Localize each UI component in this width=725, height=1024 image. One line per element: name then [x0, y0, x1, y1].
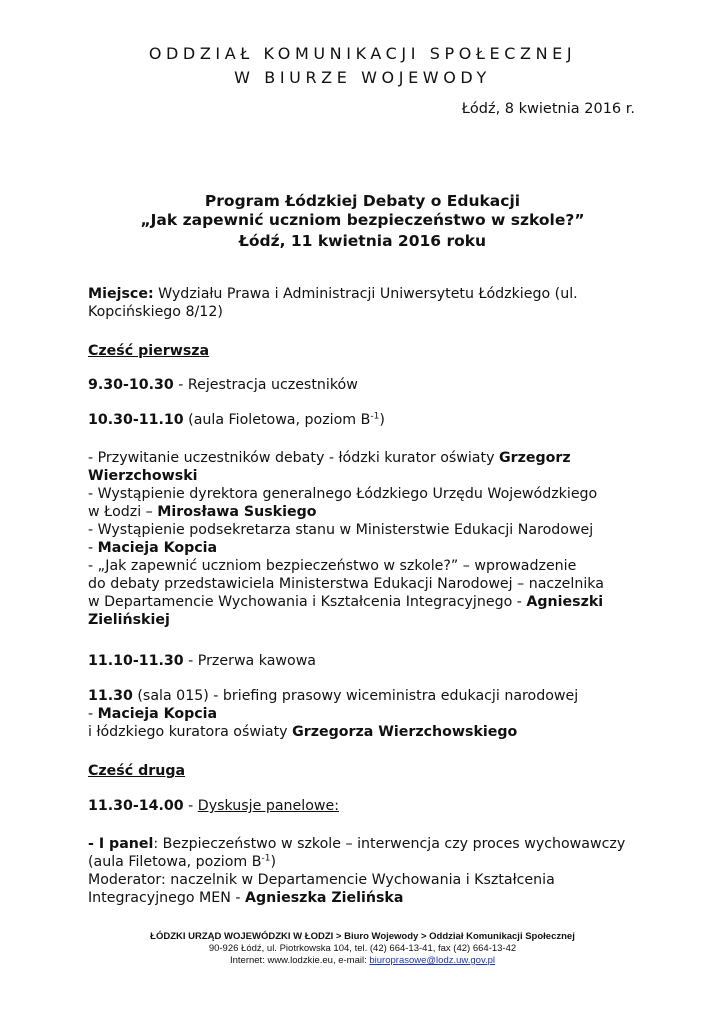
place-block [88, 285, 648, 321]
panels-item [88, 797, 648, 815]
briefing-name-2: Grzegorza Wierzchowskiego [292, 724, 518, 740]
footer-contact-prefix: Internet: www.lodzkie.eu, e-mail: [229, 955, 370, 966]
registration-item [88, 376, 648, 394]
footer-email-link[interactable]: biuroprasowe@lodz.uw.gov.pl [369, 955, 496, 966]
agenda-undersecretary-name [88, 539, 648, 557]
panel-1-topic: : Bezpieczeństwo w szkole – interwencja czy proces wychowawczy [153, 836, 626, 852]
event-date: Łódź, 11 kwietnia 2016 roku [238, 232, 487, 250]
moderator-line-2: Integracyjnego MEN - [88, 890, 246, 906]
session-close: ) [379, 412, 385, 428]
part1-heading-block [88, 342, 648, 360]
moderator-name: Agnieszka Zielińska [245, 890, 404, 906]
agenda-welcome [88, 449, 648, 467]
panels-sep: - [183, 798, 198, 814]
briefing-text: (sala 015) - briefing prasowy wiceministra edukacji narodowej [132, 688, 579, 704]
moderator-line-1: Moderator: naczelnik w Departamencie Wychowania i Kształcenia [88, 872, 555, 888]
footer-office-line: ŁÓDZKI URZĄD WOJEWÓDZKI W ŁODZI > Biuro Wojewody > Oddział Komunikacji Społecznej [150, 931, 575, 942]
part2-heading: Cześć druga [88, 763, 186, 779]
agenda-list [88, 449, 648, 629]
letterhead-line-2: W BIURZE WOJEWODY [234, 68, 491, 87]
agenda-director: - Wystąpienie dyrektora generalnego Łódzkiego Urzędu Wojewódzkiego [88, 486, 598, 502]
panels-text: Dyskusje panelowe: [197, 798, 340, 814]
panel-1-place: (aula Filetowa, poziom B [88, 854, 262, 870]
briefing-time: 11.30 [88, 688, 133, 704]
footer-contact-line [0, 955, 725, 966]
coffee-break-item [88, 652, 648, 670]
briefing-item [88, 687, 648, 741]
briefing-name-1: Macieja Kopcia [97, 706, 218, 722]
agenda-director-continued [88, 503, 648, 521]
debate-question: „Jak zapewnić uczniom bezpieczeństwo w szkole?” [140, 211, 585, 229]
part1-heading: Cześć pierwsza [88, 343, 210, 359]
agenda-undersecretary: - Wystąpienie podsekretarza stanu w Ministerstwie Edukacji Narodowej [88, 522, 594, 538]
place-text-continued: Kopcińskiego 8/12) [88, 304, 223, 320]
panels-time: 11.30-14.00 [88, 798, 184, 814]
intro-text: w Departamencie Wychowania i Kształcenia Integracyjnego - [88, 594, 527, 610]
break-text: - Przerwa kawowa [183, 653, 316, 669]
undersec-name: Macieja Kopcia [97, 540, 218, 556]
panel-1-level-sup: -1 [261, 853, 271, 864]
intro-speaker: Agnieszki [526, 594, 604, 610]
welcome-speaker: Grzegorz [498, 450, 571, 466]
registration-time: 9.30-10.30 [88, 377, 174, 393]
agenda-intro-2: do debaty przedstawiciela Ministerstwa Edukacji Narodowej – naczelnika [88, 576, 604, 592]
director-text: w Łodzi – [88, 504, 158, 520]
welcome-speaker-surname: Wierzchowski [88, 468, 198, 484]
undersec-dash: - [88, 540, 98, 556]
session-level-sup: -1 [370, 411, 380, 422]
panel-1-label: - I panel [88, 836, 154, 852]
document-date: Łódź, 8 kwietnia 2016 r. [461, 101, 635, 117]
registration-text: - Rejestracja uczestników [173, 377, 358, 393]
place-text: Wydziału Prawa i Administracji Uniwersytetu Łódzkiego (ul. [153, 286, 578, 302]
place-label: Miejsce: [88, 286, 154, 302]
welcome-text: - Przywitanie uczestników debaty - łódzki kurator oświaty [88, 450, 499, 466]
part2-heading-block [88, 762, 648, 780]
break-time: 11.10-11.30 [88, 653, 184, 669]
panel-1-close: ) [270, 854, 277, 870]
letterhead-line-1: ODDZIAŁ KOMUNIKACJI SPOŁECZNEJ [148, 44, 577, 63]
agenda-intro-1: - „Jak zapewnić uczniom bezpieczeństwo w szkole?” – wprowadzenie [88, 558, 577, 574]
session-item [88, 411, 648, 429]
program-title: Program Łódzkiej Debaty o Edukacji [204, 192, 521, 210]
session-location: (aula Fioletowa, poziom B [183, 412, 371, 428]
briefing-dash: - [88, 706, 98, 722]
panel-1-block [88, 835, 648, 907]
session-time: 10.30-11.10 [88, 412, 184, 428]
footer-address-line: 90-926 Łódź, ul. Piotrkowska 104, tel. (42) 664-13-41, fax (42) 664-13-42 [208, 943, 517, 954]
briefing-text-2: i łódzkiego kuratora oświaty [88, 724, 293, 740]
director-name: Mirosława Suskiego [157, 504, 317, 520]
agenda-intro-3 [88, 593, 648, 611]
intro-speaker-surname: Zielińskiej [88, 612, 170, 628]
